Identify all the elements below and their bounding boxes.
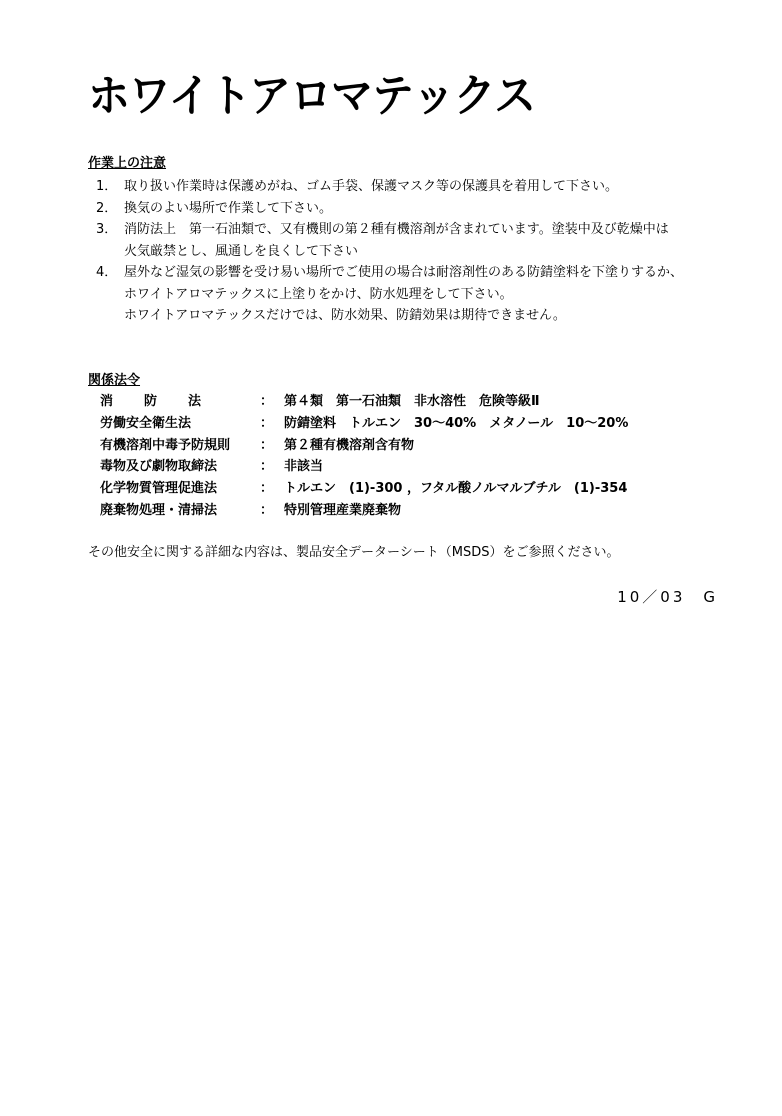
caution-text-line: ホワイトアロマテックスだけでは、防水効果、防錆効果は期待できません。 [124,308,566,323]
law-value: 非該当 [284,459,324,475]
law-name: 毒物及び劇物取締法 [100,459,218,475]
caution-number: 4． [96,265,118,280]
law-row [100,413,628,435]
caution-text-line: 屋外など湿気の影響を受け易い場所でご使用の場合は耐溶剤性のある防錆塗料を下塗りするか、 [124,265,684,280]
caution-number: 3． [96,222,118,237]
caution-text-line: 取り扱い作業時は保護めがね、ゴム手袋、保護マスク等の保護具を着用して下さい。 [124,179,619,194]
caution-item-1 [96,176,683,198]
caution-text-line: 火気厳禁とし、風通しを良くして下さい [124,243,359,259]
caution-text-line: ホワイトアロマテックスに上塗りをかけ、防水処理をして下さい。 [124,286,513,302]
caution-item-2 [96,198,683,220]
law-value: 第４類 第一石油類 非水溶性 危険等級Ⅱ [284,394,540,409]
law-row [100,435,628,457]
law-colon: ： [260,459,274,475]
law-row [100,456,628,478]
law-value: トルエン (1)-300 ，フタル酸ノルマルブチル (1)-354 [284,481,628,497]
law-value: 特別管理産業廃棄物 [284,502,402,518]
law-name: 有機溶剤中毒予防規則 [100,437,231,453]
law-colon: ： [260,481,274,497]
law-row [100,391,628,413]
law-name: 労働安全衛生法 [100,415,192,431]
cautions-heading: 作業上の注意 [88,156,167,171]
document-code: 10／03 G [617,588,718,606]
law-colon: ： [260,437,274,453]
cautions-list [96,176,683,327]
law-name: 化学物質管理促進法 [100,481,218,497]
caution-number: 2． [96,200,118,216]
law-value: 防錆塗料 トルエン 30～40% メタノール 10～20% [284,415,629,431]
law-row [100,478,628,500]
laws-table [100,391,628,522]
caution-item-4 [96,262,683,327]
law-colon: ： [260,394,274,409]
caution-item-3 [96,219,683,262]
law-name: 廃棄物処理・清掃法 [100,502,218,518]
law-row [100,500,628,522]
law-name: 消防法 [100,394,233,409]
caution-text-line: 消防法上 第一石油類で、又有機則の第２種有機溶剤が含まれています。塗装中及び乾燥中は [124,222,669,237]
law-value: 第２種有機溶剤含有物 [284,437,415,453]
law-colon: ： [260,502,274,518]
caution-text-line: 換気のよい場所で作業して下さい。 [124,200,333,216]
caution-number: 1． [96,179,118,194]
laws-heading: 関係法令 [88,373,141,388]
law-colon: ： [260,415,274,431]
document-title: ホワイトアロマテックス [88,69,536,122]
safety-reference-note: その他安全に関する詳細な内容は、製品安全データーシート（MSDS）をご参照ください。 [88,545,620,560]
